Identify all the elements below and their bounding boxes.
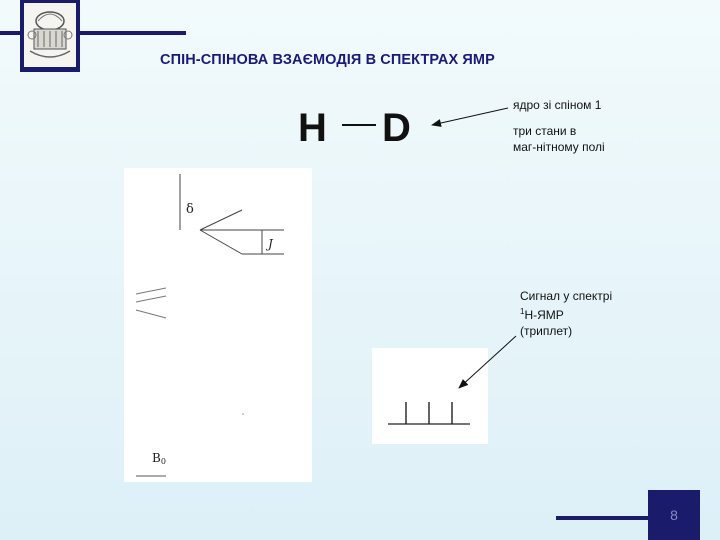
spin-note <box>513 97 605 155</box>
page-number-box <box>648 490 700 540</box>
split-lower <box>200 230 242 254</box>
bond-line <box>342 124 376 126</box>
faint-line-2 <box>136 296 166 302</box>
emblem-icon <box>24 3 76 67</box>
delta-label: δ <box>186 202 194 217</box>
spin-note-line1: ядро зі спіном 1 <box>513 98 602 112</box>
slide-title: СПІН-СПІНОВА ВЗАЄМОДІЯ В СПЕКТРАХ ЯМР <box>160 52 495 68</box>
university-logo <box>24 3 76 67</box>
arrow-to-d <box>432 108 508 125</box>
energy-diagram <box>124 168 312 482</box>
spin-note-line3: маг-нітному полі <box>513 140 605 154</box>
split-upper <box>200 210 242 230</box>
faint-line-1 <box>136 288 166 294</box>
signal-note-line3: (триплет) <box>520 324 573 338</box>
atom-d: D <box>382 106 411 150</box>
signal-note-line1: Сигнал у спектрі <box>520 289 613 303</box>
triplet-spectrum <box>372 348 488 444</box>
spin-note-line2: три стани в <box>513 124 577 138</box>
faint-line-3 <box>136 310 166 318</box>
page-number: 8 <box>670 507 678 523</box>
field-label: B0 <box>152 451 166 466</box>
j-label: J <box>268 237 273 251</box>
logo-frame <box>20 0 80 72</box>
bottom-bar <box>556 516 648 520</box>
signal-note-line2: $^1$Н-ЯМР <box>520 307 564 322</box>
signal-note <box>520 288 612 339</box>
atom-h: H <box>298 106 327 150</box>
